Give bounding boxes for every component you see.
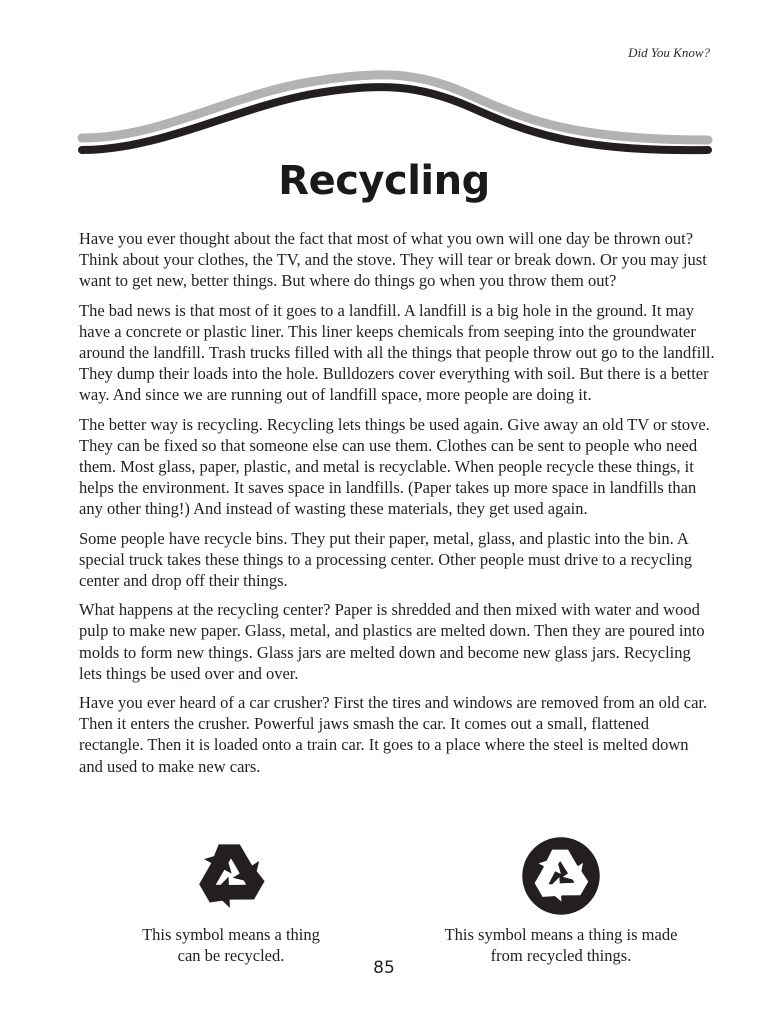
page-title: Recycling (278, 158, 490, 204)
recycled-caption-line1: This symbol means a thing is made (444, 925, 678, 944)
paragraph-landfill: The bad news is that most of it goes to a landfill. A landfill is a big hole in the ground. It may have a concrete or plastic liner. This liner keeps chemicals from seeping into the groundwater around the landfill. Trash trucks filled with all the things that people throw out go to the landfill. They dump their loads into the hole. Bulldozers cover everything with soil. But there is a better way. And since we are running out of landfill space, more people are doing it. (79, 300, 715, 405)
paragraph-recycle-bins: Some people have recycle bins. They put their paper, metal, glass, and plastic into the bin. A special truck takes these things to a processing center. Other people must drive to a recycling center and drop off their things. (79, 528, 693, 591)
article-body (79, 228, 715, 785)
recycle-symbol-icon (185, 832, 277, 920)
paragraph-recycling: The better way is recycling. Recycling lets things be used again. Give away an old TV or stove. They can be fixed so that someone else can use them. Clothes can be sent to people who need them. Most glass, paper, plastic, and metal is recyclable. When people recycle these things, it helps the environment. It saves space in landfills. (Paper takes up more space in landfills than any other thing!) And instead of wasting these materials, they get used again. (79, 414, 710, 519)
decorative-wave-divider (0, 60, 768, 170)
recycled-caption-line2: from recycled things. (490, 946, 632, 965)
recycled-symbol-block (420, 832, 702, 966)
paragraph-car-crusher: Have you ever heard of a car crusher? First the tires and windows are removed from an old car. Then it enters the crusher. Powerful jaws smash the car. It comes out a small, flattened rectangle. Then it is loaded onto a train car. It goes to a place where the steel is melted down and used to make new cars. (79, 693, 708, 776)
recycled-content-symbol-icon (517, 832, 605, 920)
recyclable-caption-line2: can be recycled. (177, 946, 285, 965)
recyclable-symbol-block (120, 832, 342, 966)
recyclable-caption-line1: This symbol means a thing (142, 925, 320, 944)
page-number: 85 (373, 958, 395, 978)
paragraph-intro: Have you ever thought about the fact that most of what you own will one day be thrown out? Think about your clothes, the TV, and the stove. They will tear or break down. Or you may just want to get new, better things. But where do things go when you throw them out? (79, 229, 707, 291)
paragraph-recycling-center: What happens at the recycling center? Paper is shredded and then mixed with water and wood pulp to make new paper. Glass, metal, and plastics are melted down. Then they are poured into molds to form new things. Glass jars are melted down and become new glass jars. Recycling lets things be used over and over. (79, 600, 705, 683)
header-label: Did You Know? (628, 45, 710, 60)
